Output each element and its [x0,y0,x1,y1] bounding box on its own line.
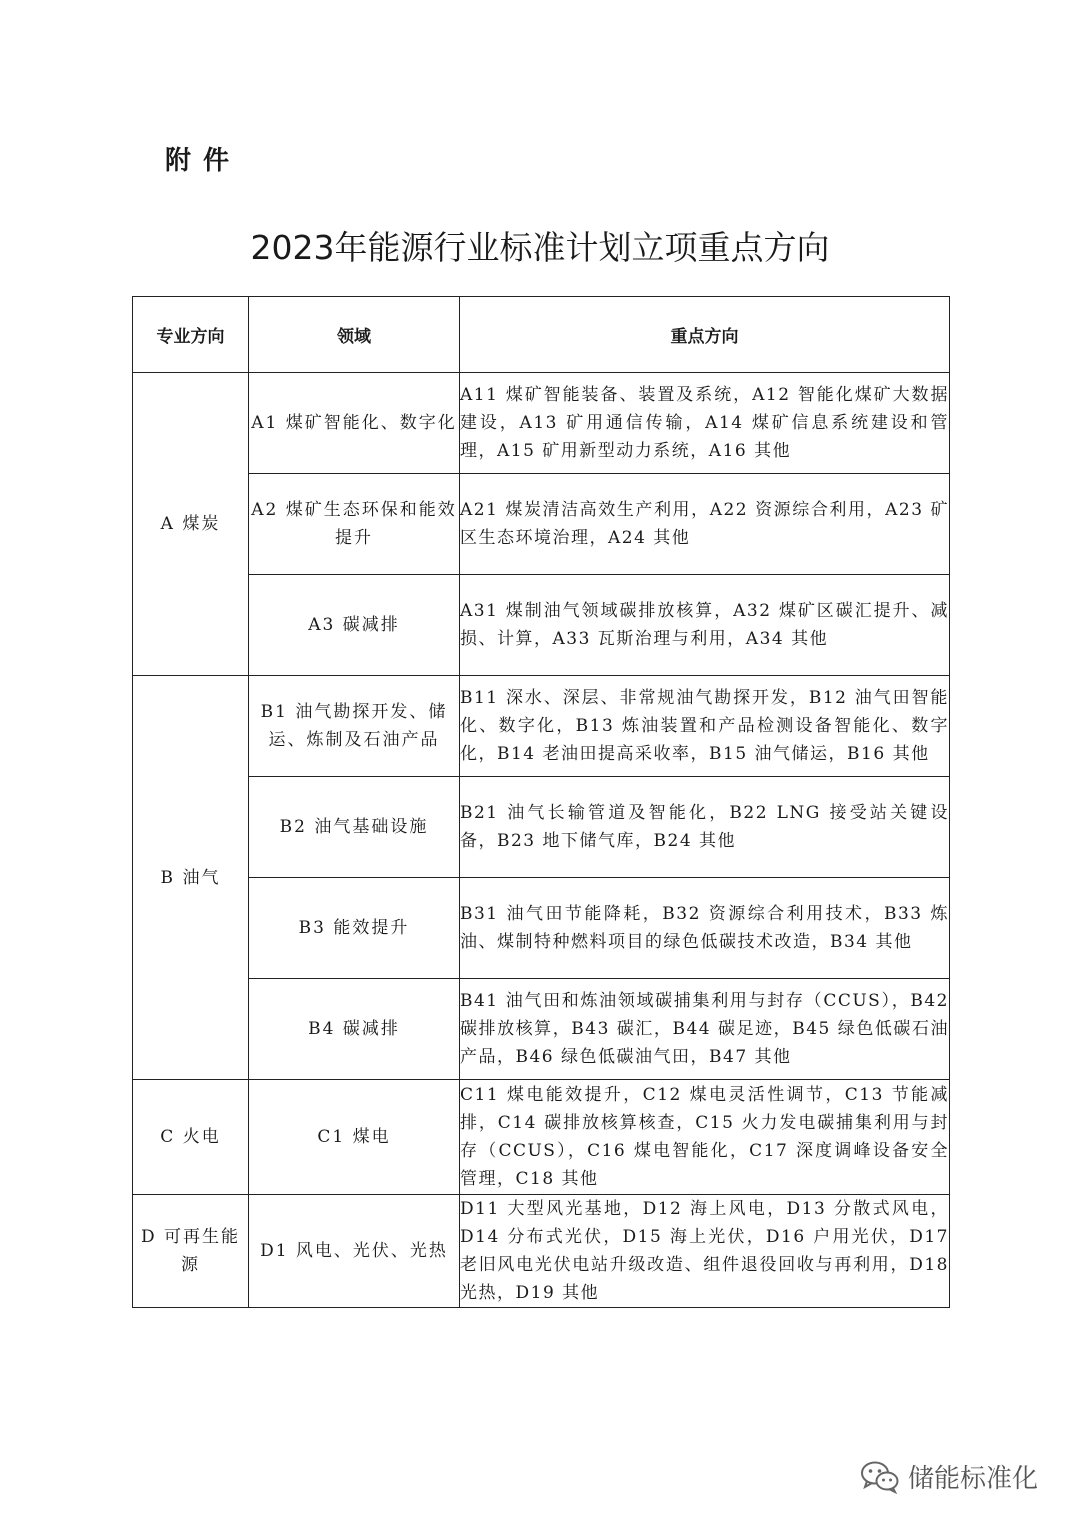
table-row [133,1080,950,1195]
focus-cell: B21 油气长输管道及智能化，B22 LNG 接受站关键设备，B23 地下储气库，B24 其他 [460,777,950,878]
field-cell: D1 风电、光伏、光热 [249,1195,460,1308]
table-row [133,777,950,878]
table-row [133,474,950,575]
table-row [133,1195,950,1308]
watermark-text: 储能标准化 [908,1464,1039,1494]
focus-cell: C11 煤电能效提升，C12 煤电灵活性调节，C13 节能减排，C14 碳排放核算核查，C15 火力发电碳捕集利用与封存（CCUS），C16 煤电智能化，C17 深度调峰设备安全管理，C18 其他 [460,1080,950,1195]
category-cell: C 火电 [133,1080,249,1195]
category-cell: D 可再生能源 [133,1195,249,1308]
field-cell: C1 煤电 [249,1080,460,1195]
wechat-icon [860,1460,900,1494]
field-cell: A1 煤矿智能化、数字化 [249,373,460,474]
document-title: 2023年能源行业标准计划立项重点方向 [250,228,830,267]
field-cell: B2 油气基础设施 [249,777,460,878]
header-field: 领域 [249,297,460,373]
focus-cell: B41 油气田和炼油领域碳捕集利用与封存（CCUS），B42 碳排放核算，B43 碳汇，B44 碳足迹，B45 绿色低碳石油产品，B46 绿色低碳油气田，B47 其他 [460,979,950,1080]
table-row [133,979,950,1080]
focus-cell: A31 煤制油气领域碳排放核算，A32 煤矿区碳汇提升、减损、计算，A33 瓦斯治理与利用，A34 其他 [460,575,950,676]
header-category: 专业方向 [133,297,249,373]
header-focus: 重点方向 [460,297,950,373]
table-row [133,575,950,676]
focus-cell: B11 深水、深层、非常规油气勘探开发，B12 油气田智能化、数字化，B13 炼油装置和产品检测设备智能化、数字化，B14 老油田提高采收率，B15 油气储运，B16 其他 [460,676,950,777]
category-cell: B 油气 [133,676,249,1080]
table-row [133,878,950,979]
table-header-row [133,297,950,373]
field-cell: B4 碳减排 [249,979,460,1080]
field-cell: B1 油气勘探开发、储运、炼制及石油产品 [249,676,460,777]
table-row [133,676,950,777]
focus-cell: B31 油气田节能降耗，B32 资源综合利用技术，B33 炼油、煤制特种燃料项目的绿色低碳技术改造，B34 其他 [460,878,950,979]
field-cell: B3 能效提升 [249,878,460,979]
attachment-label: 附件 [165,146,242,176]
focus-cell: A11 煤矿智能装备、装置及系统，A12 智能化煤矿大数据建设，A13 矿用通信传输，A14 煤矿信息系统建设和管理，A15 矿用新型动力系统，A16 其他 [460,373,950,474]
focus-cell: A21 煤炭清洁高效生产利用，A22 资源综合利用，A23 矿区生态环境治理，A24 其他 [460,474,950,575]
table-row [133,373,950,474]
focus-directions-table [132,296,950,1308]
watermark [860,1458,1038,1495]
field-cell: A3 碳减排 [249,575,460,676]
focus-cell: D11 大型风光基地，D12 海上风电，D13 分散式风电，D14 分布式光伏，D15 海上光伏，D16 户用光伏，D17 老旧风电光伏电站升级改造、组件退役回收与再利用，D18 光热，D19 其他 [460,1195,950,1308]
category-cell: A 煤炭 [133,373,249,676]
field-cell: A2 煤矿生态环保和能效提升 [249,474,460,575]
